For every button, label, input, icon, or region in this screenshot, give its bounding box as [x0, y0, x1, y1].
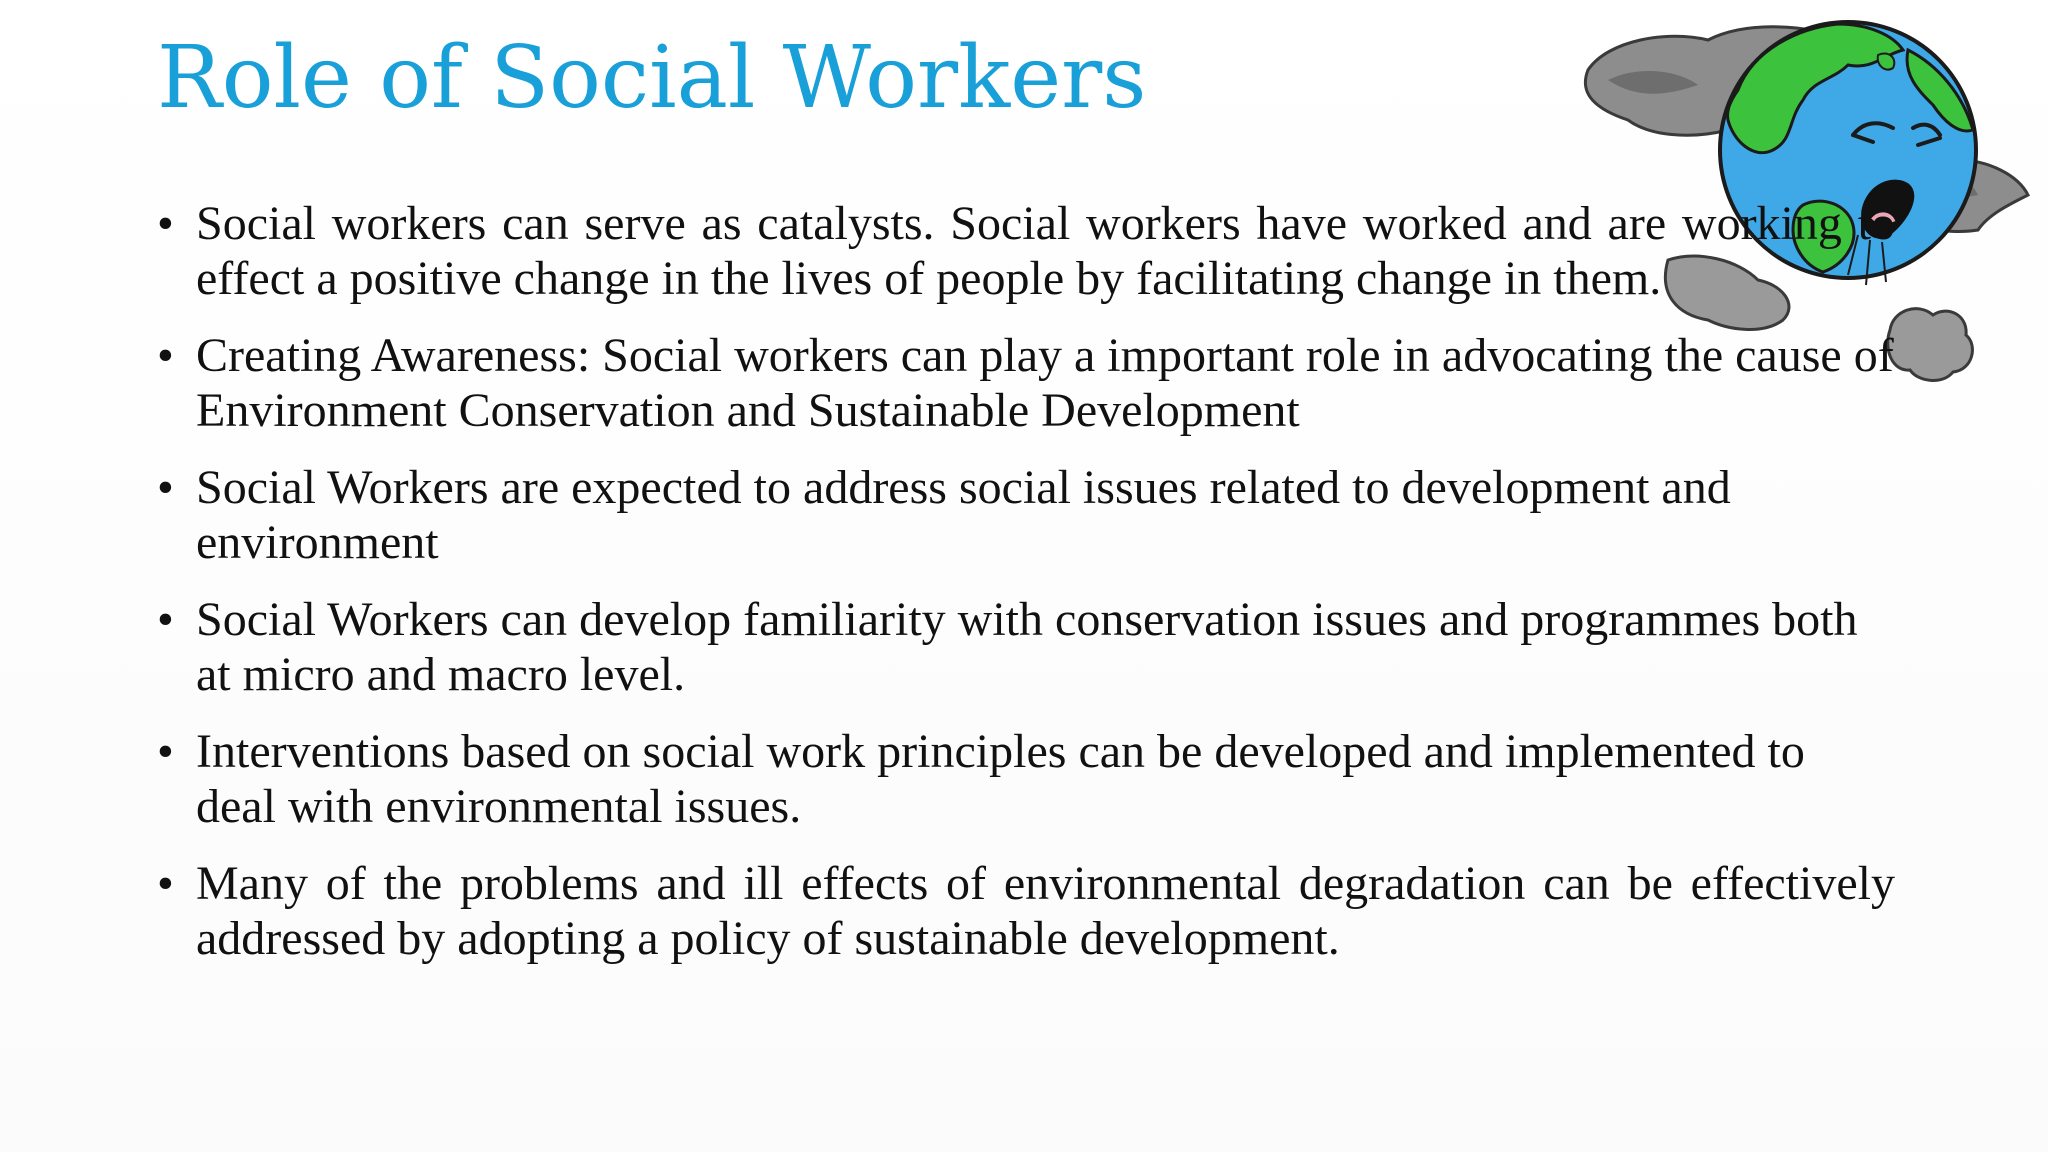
bullet-item — [157, 856, 1895, 966]
bullet-item — [157, 328, 1895, 438]
bullet-item — [157, 196, 1895, 306]
bullet-dot: • — [157, 461, 174, 514]
bullet-text: Social Workers can develop familiarity with conservation issues and programmes both at micro and macro level. — [196, 593, 1858, 701]
bullet-text: Creating Awareness: Social workers can play a important role in advocating the cause of Environment Conservation and Sustainable Development — [196, 329, 1894, 437]
bullet-list — [157, 196, 1895, 988]
bullet-text: Social Workers are expected to address social issues related to development and environment — [196, 461, 1731, 569]
bullet-dot: • — [157, 329, 174, 382]
bullet-dot: • — [157, 197, 174, 250]
bullet-text: Interventions based on social work principles can be developed and implemented to deal with environmental issues. — [196, 725, 1805, 833]
bullet-dot: • — [157, 857, 174, 910]
bullet-item — [157, 592, 1895, 702]
bullet-item — [157, 724, 1895, 834]
bullet-item — [157, 460, 1895, 570]
bullet-dot: • — [157, 593, 174, 646]
bullet-text: Many of the problems and ill effects of environmental degradation can be effectively addressed by adopting a policy of sustainable development. — [196, 857, 1895, 965]
bullet-text: Social workers can serve as catalysts. Social workers have worked and are working to effect a positive change in the lives of people by facilitating change in them. — [196, 197, 1895, 305]
bullet-dot: • — [157, 725, 174, 778]
slide-title: Role of Social Workers — [157, 28, 1147, 128]
